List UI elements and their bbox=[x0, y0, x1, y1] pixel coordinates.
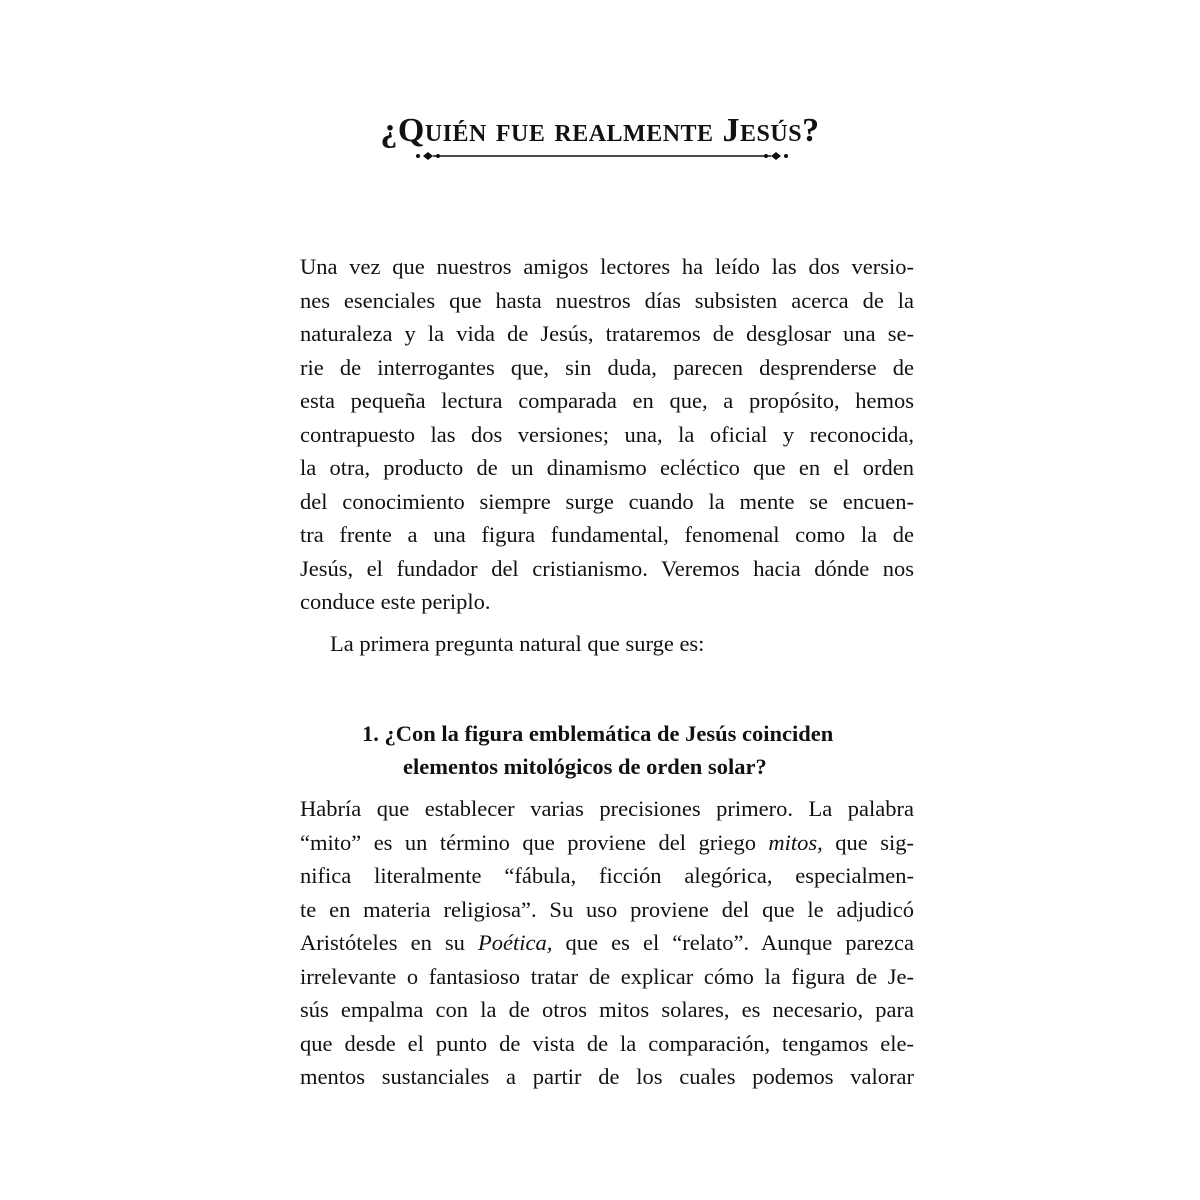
text-line: te en materia religiosa”. Su uso proviene del que le adjudicó bbox=[300, 896, 914, 922]
text-line: Jesús, el fundador del cristianismo. Veremos hacia dónde nos bbox=[300, 555, 914, 581]
text-run: Aristóteles en su bbox=[300, 930, 479, 955]
text-line: esta pequeña lectura comparada en que, a propósito, hemos bbox=[300, 388, 914, 413]
text-line: contrapuesto las dos versiones; una, la oficial y reconocida, bbox=[300, 421, 914, 447]
text-run: que sig- bbox=[822, 829, 914, 855]
section-heading bbox=[300, 717, 914, 783]
text-line bbox=[300, 926, 914, 960]
section-paragraph bbox=[300, 792, 914, 1094]
text-line: naturaleza y la vida de Jesús, trataremos de desglosar una se- bbox=[300, 321, 914, 346]
chapter-title: ¿Quién fue realmente Jesús? bbox=[380, 112, 820, 149]
text-run: que es el “relato”. Aunque parezca bbox=[552, 930, 914, 955]
text-line: sús empalma con la de otros mitos solares, es necesario, para bbox=[300, 997, 914, 1022]
text-line: mentos sustanciales a partir de los cuales podemos valorar bbox=[300, 1064, 914, 1089]
text-line: irrelevante o fantasioso tratar de explicar cómo la figura de Je- bbox=[300, 963, 914, 989]
text-line: La primera pregunta natural que surge es: bbox=[330, 631, 705, 656]
text-line: nes esenciales que hasta nuestros días subsisten acerca de la bbox=[300, 287, 914, 313]
text-line: nifica literalmente “fábula, ficción alegórica, especialmen- bbox=[300, 863, 914, 888]
section-heading-line: 1. ¿Con la figura emblemática de Jesús coinciden bbox=[362, 721, 834, 746]
text-line: rie de interrogantes que, sin duda, parecen desprenderse de bbox=[300, 354, 914, 380]
text-line: Una vez que nuestros amigos lectores ha leído las dos versio- bbox=[300, 254, 914, 279]
title-ornament-divider bbox=[414, 146, 790, 166]
text-run: “mito” es un término que proviene del griego bbox=[300, 829, 769, 855]
text-line: del conocimiento siempre surge cuando la mente se encuen- bbox=[300, 488, 914, 514]
section-heading-line: elementos mitológicos de orden solar? bbox=[403, 754, 767, 779]
text-line: tra frente a una figura fundamental, fenomenal como la de bbox=[300, 522, 914, 547]
followup-paragraph bbox=[330, 627, 914, 661]
intro-paragraph bbox=[300, 250, 914, 619]
text-line: conduce este periplo. bbox=[300, 589, 491, 614]
italic-term: Poética, bbox=[478, 930, 553, 955]
text-line: la otra, producto de un dinamismo ecléctico que en el orden bbox=[300, 455, 914, 480]
text-line: Habría que establecer varias precisiones primero. La palabra bbox=[300, 796, 914, 821]
italic-term: mitos, bbox=[768, 829, 823, 855]
text-line: que desde el punto de vista de la comparación, tengamos ele- bbox=[300, 1030, 914, 1056]
text-line bbox=[300, 826, 914, 860]
